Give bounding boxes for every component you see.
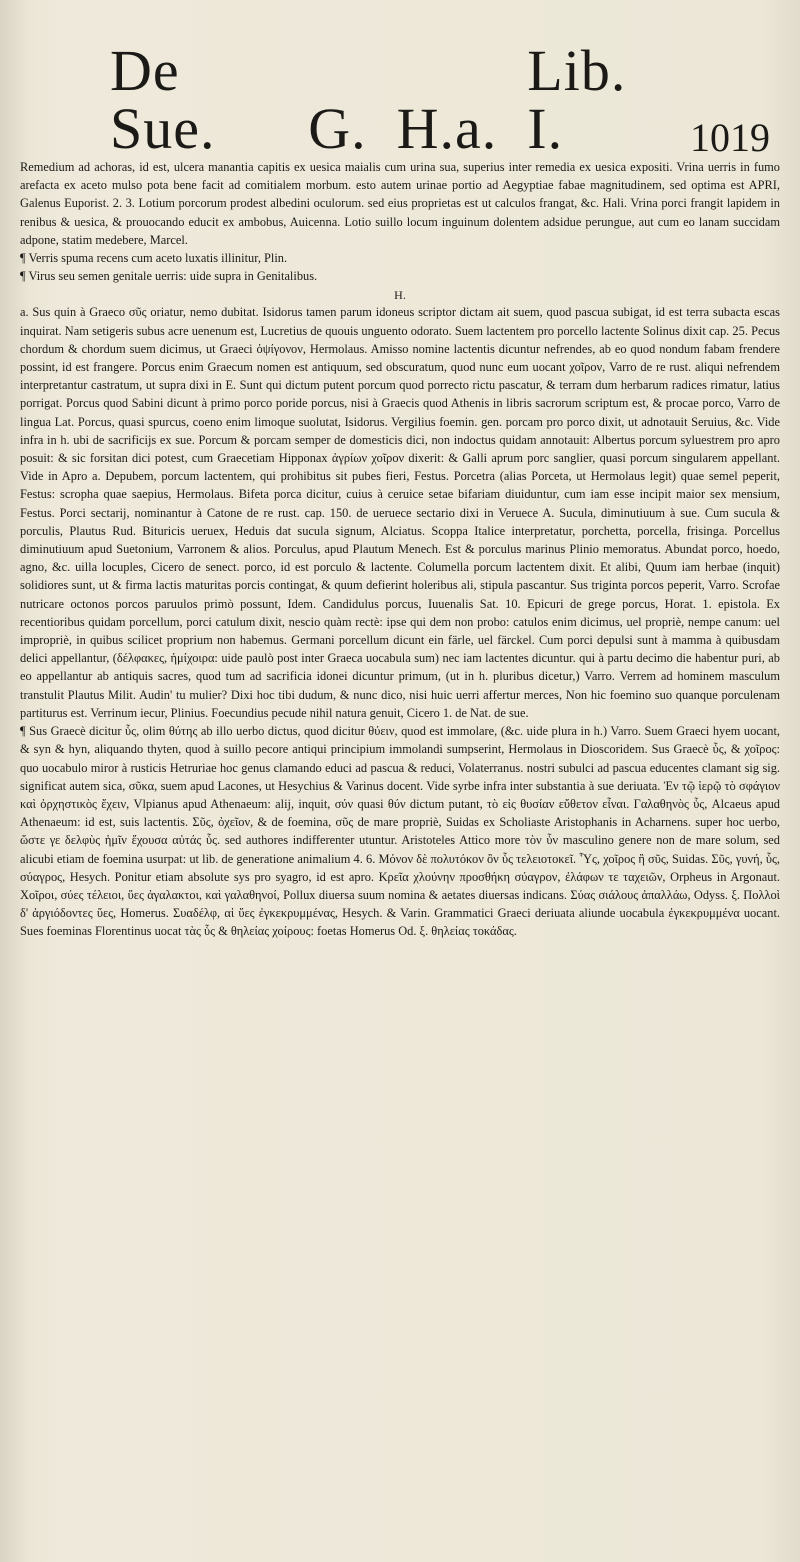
paragraph-virus: ¶ Virus seu semen genitale uerris: uide supra in Genitalibus. — [20, 269, 318, 284]
header-title-left: De Sue. — [110, 38, 216, 161]
header-title-mid: G. — [308, 96, 367, 161]
header-title-ha: H.a. — [396, 96, 498, 161]
paragraph-a-sus: a. Sus quin à Graeco σῦς oriatur, nemo dubitat. Isidorus tamen parum idoneus scriptor dictam ait suem, quod pascua subigat, id est terra subacta escas inquirat. Nam setigeris subus acre uenenum est, Lucretius de quouis unguento odorato. Suem lactentem pro porcello lactente Solinus dixit cap. 25. Pecus chordum & chordum suem dicimus, ut Graeci ὀψίγονον, Hermolaus. Amisso nomine lactentis dicuntur nefrendes, ab eo quod nondum fabam frendere possint, id est frangere. Porcus enim Graecum nomen est antiquum, sed obscuratum, quod nunc eum uocant χοῖρον, Varro de re rust. aliqui nefrendem interpretantur castratum, ut supra dixi in E. Sunt qui dictum putent porcum quod porrecto rictu pascatur, & terram dum herbarum radices rimatur, latius porrigat. Porcus quod Sabini dicunt à primo porco poride porcus, nisi à Graecis quod Athenis in libris sacrorum scriptum est, & procae porco, Varro de lingua Lat. Porcus, quasi spurcus, coeno enim limoque suolutat, Isidorus. Vergilius foemin. gen. porcam pro porco dixit, ut adnotauit Seruius, &c. Vide infra in h. ubi de sacrificijs ex sue. Porcum & porcam semper de domesticis dici, non indoctus quidam annotauit: Albertus porcum syluestrem pro apro posuit: & sic forsitan dici potest, cum Graecetiam Hipponax ἀγρίων χοῖρον dixerit: & Galli aprum porc sanglier, quasi porcum singularem appellant. Vide in Apro a. Depubem, porcum lactentem, qui prohibitus sit pubes fieri, Festus. Porcetra (alias Porceta, ut Hermolaus legit) quae semel peperit, Festus: scropha quae saepius, Hermolaus. Bifeta porca dicitur, cuius à ceruice setae bifariam diuiduntur, cum iam esse incipit maior sex mensium, Festus. Porci sectarij, nominantur à Catone de re rust. cap. 150. de ueruece sectario dixi in Veruece A. Sucula, diminutiuum à sue. Cum sucula & porculis, Plautus Rud. Bituricis ueruex, Heduis dat sucula signum, Alciatus. Scoppa Italice interpretatur, porchetta, porcella, frisinga. Porcellus diminutiuum apud Suetonium, Varronem & alios. Porculus, apud Plautum Menech. Est & porculus marinus Plinio memoratus. Abundat porco, hoedo, agno, &c. uilla locuples, Cicero de senect. porco, id est porculo & lactente. Columella porcum lactentem dixit. Et alibi, Quum iam herbae (inquit) solidiores sunt, ut & firma lactis maturitas porcis contingat, & quum defierint holeribus ali, stipula pascantur. Sus triginta porcos peperit, Varro. Scrofae nutricare octonos porcos paruulos primò possunt, Idem. Candidulus porcus, Iuuenalis Sat. 10. Epicuri de grege porcus, Horat. 1. epistola. Ex recentioribus quidam porcellum, porci catulum dixit, nescio quàm rectè: ipse qui dem non probo: catulos enim dicimus, uel propriè, nempe canum: uel impropriè, in quibus scilicet proprium non habemus. Germani porcellum dicunt ein färle, uel färckel. Cum porci depulsi sunt à mamma à quibusdam delici appellantur, (δέλφακες, ἡμίχοιρα: uide paulò post inter Graeca uocabula sum) nec iam lactentes dicuntur. qui à partu decimo die habentur puri, ab eo appellantur ab antiquis sacres, quod tum ad sacrificia idonei dicuntur primum, (ut in h. pluribus dicetur,) Varro. Verrem ad hominem masculum transtulit Plautus Milit. Audin' tu mulier? Dixi hoc tibi dudum, & nunc dico, nisi huic uerri affertur merces, Non hic foemino suo quanque porculenam partiturus est. Verrinum iecur, Plinius. Foecundius pecude nihil natura genuit, Cicero 1. de Nat. de sue. — [20, 305, 780, 720]
paragraph-sus-graece: ¶ Sus Graecè dicitur ὗς, olim θύτης ab illo uerbo dictus, quod dicitur θύειν, quod est immolare, (&c. uide plura in h.) Varro. Suem Graeci hyem uocant, & syn & hyn, aliquando thyten, quod à suillo pecore antiqui principium immolandi sumpserint, Hermolaus in Dioscoridem. Sus Graecè ὗς, & χοῖρος: quo uocabulo miror à rusticis Hetruriae hoc genus clamando educi ad pascua & reduci, Volaterranus. nostri subulci ad pascua educentes clamant sig sig. significat autem sica, σῦκα, suem apud Lacones, ut Hesychius & Varinus docent. Vide syrbe infra inter substantia à sue deriuata. Ἐν τῷ ἱερῷ τὸ σφάγιον καὶ ὀρχηστικὸς ἔχειν, Vlpianus apud Athenaeum: alij, inquit, σύν quasi θύν dictum putant, τὸ εἰς θυσίαν εὔθετον εἶναι. Γαλαθηνὸς ὗς, Alcaeus apud Athenaeum: id est, suis lactentis. Σῦς, ὀχεῖον, & de foemina, σῦς de mare propriè, Suidas ex Scholiaste Aristophanis in Acharnens. super hoc uerbo, ὥστε γε δελφὺς ἡμῖν ἔχουσα αὐτάς ὗς. sed authores indifferenter utuntur. Aristoteles Attico more τὸν ὗν masculino genere non de mare solum, sed alicubi etiam de foemina usurpat: ut lib. de generatione animalium 4. 6. Μόνον δὲ πολυτόκον ὂν ὗς τελειοτοκεῖ. Ὗς, χοῖρος ἢ σῦς, Suidas. Σῦς, γυνή, ὗς, σύαγρος, Hesych. Ponitur etiam absolute sys pro syagro, id est apro. Κρεῖα χλούνην προσθήκη σύαγρον, ἐλάφων τε ταχειῶν, Orpheus in Argonaut. Χοῖροι, σύες τέλειοι, ὕες ἀγαλακτοι, καὶ γαλαθηνοί, Pollux diuersa suum nomina & aetates diuersas indicans. Σύας σιάλους ἀπαλλάω, Odyss. ξ. Πολλοὶ δ' ἀργιόδοντες ὕες, Homerus. Συαδέλφ, αἱ ὕες ἐγκεκρυμμένας, Hesych. & Varin. Grammatici Graeci deriuata aliunde uocabula ἐγκεκρυμμένα uocant. Sues foeminas Florentinus uocat τὰς ὗς & θηλείας χοίρους: foetas Homerus Od. ξ. θηλείας τοκάδας. — [20, 724, 780, 939]
paragraph-verris-spuma: ¶ Verris spuma recens cum aceto luxatis illinitur, Plin. — [20, 251, 288, 266]
paragraph-remedium: Remedium ad achoras, id est, ulcera manantia capitis ex uesica maialis cum urina sua, superius inter remedia ex uesica expositi. Vrina uerris in fumo arefacta ex aceto mulso pota bene facit ad comitialem morbum. esto autem urinae portio ad Aegyptiae fabae magnitudinem, sed optima est APRI, Galenus Euporist. 2. 3. Lotium porcorum prodest albedini oculorum. sed eius proprietas est ut calculos frangat, &c. Hali. Vrina porci frangit lapidem in renibus & uesica, & prouocando educit ex ambobus, Auicenna. Lotio suillo locum inguinum dolentem adsidue perungue, aut cum eo lanam succidam adpone, statim medebere, Marcel. — [20, 160, 780, 247]
section-marker-h: H. — [394, 288, 406, 303]
page-number: 1019 — [690, 115, 770, 160]
running-header — [110, 38, 770, 161]
main-text — [20, 158, 780, 1548]
header-title-lib: Lib. I. — [527, 38, 627, 161]
